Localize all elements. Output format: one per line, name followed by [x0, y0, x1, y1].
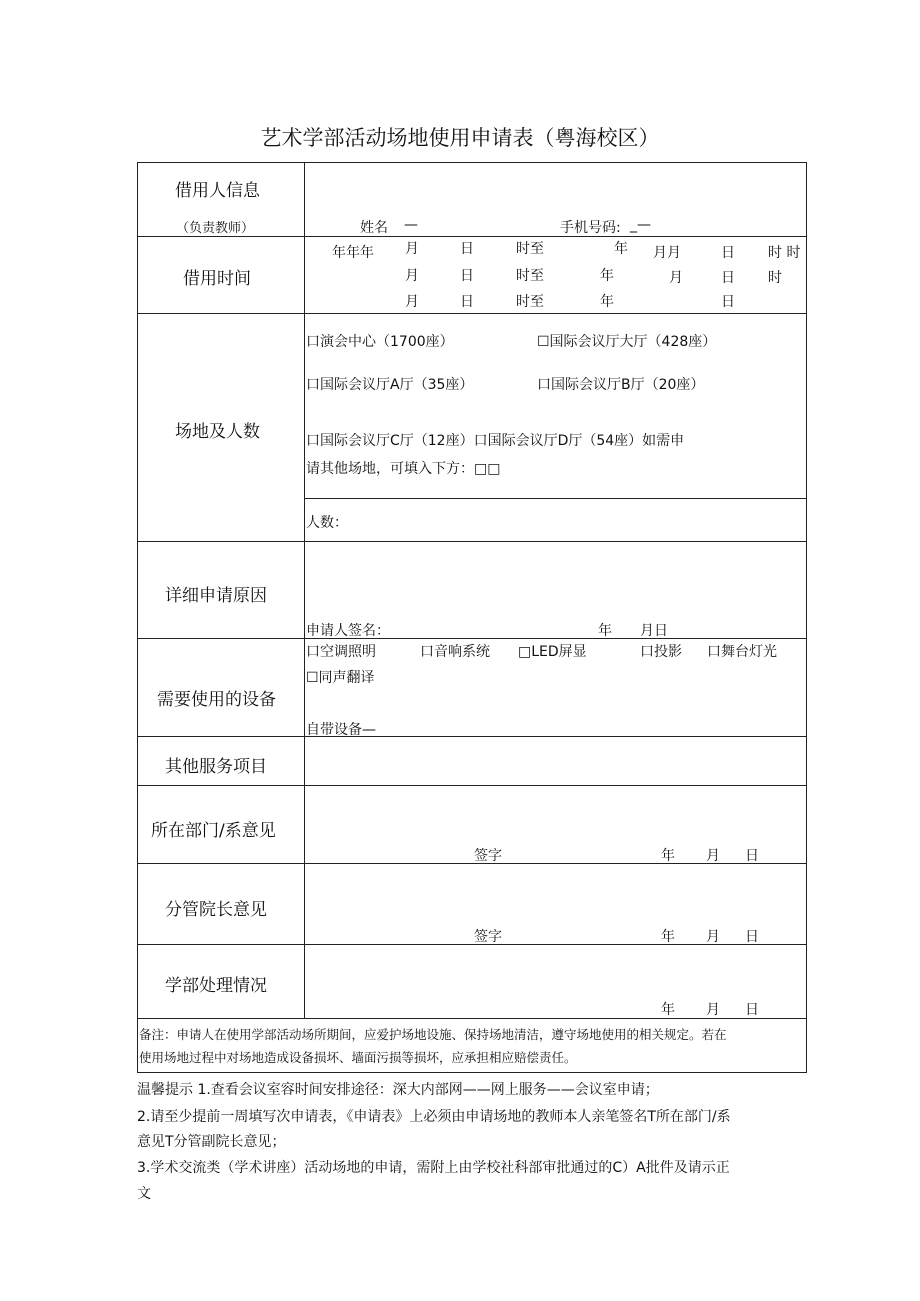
date-year: 年: [598, 623, 612, 639]
time-field: 日: [721, 245, 735, 261]
equipment-option[interactable]: □LED屏显: [518, 644, 587, 660]
other-services-label: 其他服务项目: [165, 757, 267, 777]
equipment-option[interactable]: 口舞台灯光: [707, 644, 777, 660]
venue-other-text: 请其他场地，可填入下方：□□: [306, 461, 501, 477]
date-year: 年: [661, 848, 675, 864]
time-field: 日: [460, 268, 474, 284]
equipment-option[interactable]: 口投影: [640, 644, 682, 660]
venue-option[interactable]: 口国际会议厅C厅（12座）口国际会议厅D厅（54座）如需申: [306, 433, 685, 449]
time-field: 日: [460, 294, 474, 310]
venue-label: 场地及人数: [175, 422, 260, 442]
date-month: 月: [706, 848, 720, 864]
row-divider: [137, 785, 806, 786]
reason-label: 详细申请原因: [165, 586, 267, 606]
row-divider: [137, 736, 806, 737]
tip-line: 温馨提示 1.查看会议室容时间安排途径：深大内部网——网上服务——会议室申请；: [137, 1082, 659, 1098]
label-column-divider: [304, 162, 305, 1018]
row-divider: [137, 541, 806, 542]
row-divider: [137, 638, 806, 639]
time-field: 月: [669, 270, 683, 286]
time-field: 年年年: [332, 245, 374, 261]
equipment-label: 需要使用的设备: [157, 690, 276, 710]
faculty-handling-label: 学部处理情况: [165, 976, 267, 996]
date-day: 日: [745, 929, 759, 945]
date-monthday: 月日: [640, 623, 668, 639]
time-field: 月: [405, 294, 419, 310]
phone-label: 手机号码:: [560, 220, 621, 236]
remark-line: 使用场地过程中对场地造成设备损坏、墙面污损等损坏，应承担相应赔偿责任。: [139, 1050, 577, 1065]
date-month: 月: [706, 1002, 720, 1018]
signature-label: 签字: [474, 929, 502, 945]
tip-line: 意见T分管副院长意见；: [137, 1134, 286, 1150]
dept-opinion-label: 所在部门/系意见: [151, 821, 276, 841]
equipment-option[interactable]: ☐同声翻译: [306, 670, 375, 686]
time-field: 年: [600, 294, 614, 310]
venue-option[interactable]: ☐国际会议厅大厅（428座）: [537, 334, 717, 350]
time-field: 月: [405, 241, 419, 257]
time-field: 时至: [516, 268, 544, 284]
own-equipment-label: 自带设备—: [306, 722, 376, 738]
time-field: 年: [600, 268, 614, 284]
equipment-option[interactable]: 口空调照明: [306, 644, 376, 660]
applicant-signature-label: 申请人签名：: [306, 623, 390, 639]
page-title: 艺术学部活动场地使用申请表（粤海校区）: [260, 126, 660, 150]
time-field: 日: [460, 241, 474, 257]
row-divider: [137, 236, 806, 237]
name-label: 姓名: [360, 220, 388, 236]
tip-line: 3.学术交流类（学术讲座）活动场地的申请，需附上由学校社科部审批通过的C）A批件及请示正: [137, 1160, 730, 1176]
date-year: 年: [661, 929, 675, 945]
time-field: 月月: [653, 245, 681, 261]
venue-option[interactable]: 口演会中心（1700座）: [306, 334, 454, 350]
time-label: 借用时间: [183, 269, 251, 289]
date-day: 日: [745, 848, 759, 864]
row-divider: [137, 313, 806, 314]
time-field: 年: [614, 241, 628, 257]
head-count-label: 人数：: [306, 515, 348, 531]
venue-option[interactable]: 口国际会议厅A厅（35座）: [306, 377, 474, 393]
time-field: 时至: [516, 294, 544, 310]
signature-label: 签字: [474, 848, 502, 864]
equipment-option[interactable]: 口音响系统: [420, 644, 490, 660]
dean-opinion-label: 分管院长意见: [165, 900, 267, 920]
remark-line: 备注：申请人在使用学部活动场所期间，应爱护场地设施、保持场地清洁，遵守场地使用的相关规定。若在: [139, 1027, 727, 1042]
time-field: 时: [768, 270, 782, 286]
borrower-label: 借用人信息: [175, 181, 260, 201]
venue-option[interactable]: 口国际会议厅B厅（20座）: [537, 377, 705, 393]
tip-line: 文: [137, 1186, 151, 1202]
time-field: 时 时: [768, 245, 801, 261]
tip-line: 2.请至少提前一周填写次申请表，《申请表》上必须由申请场地的教师本人亲笔签名T所在部门/系: [137, 1109, 731, 1125]
date-year: 年: [661, 1002, 675, 1018]
row-divider: [304, 498, 806, 499]
date-day: 日: [745, 1002, 759, 1018]
time-field: 日: [721, 294, 735, 310]
date-month: 月: [706, 929, 720, 945]
time-field: 日: [721, 270, 735, 286]
time-field: 月: [405, 268, 419, 284]
borrower-sub-label: （负责教师）: [176, 221, 255, 236]
name-field[interactable]: —: [404, 217, 418, 233]
time-field: 时至: [516, 241, 544, 257]
phone-field[interactable]: _—: [630, 217, 651, 233]
